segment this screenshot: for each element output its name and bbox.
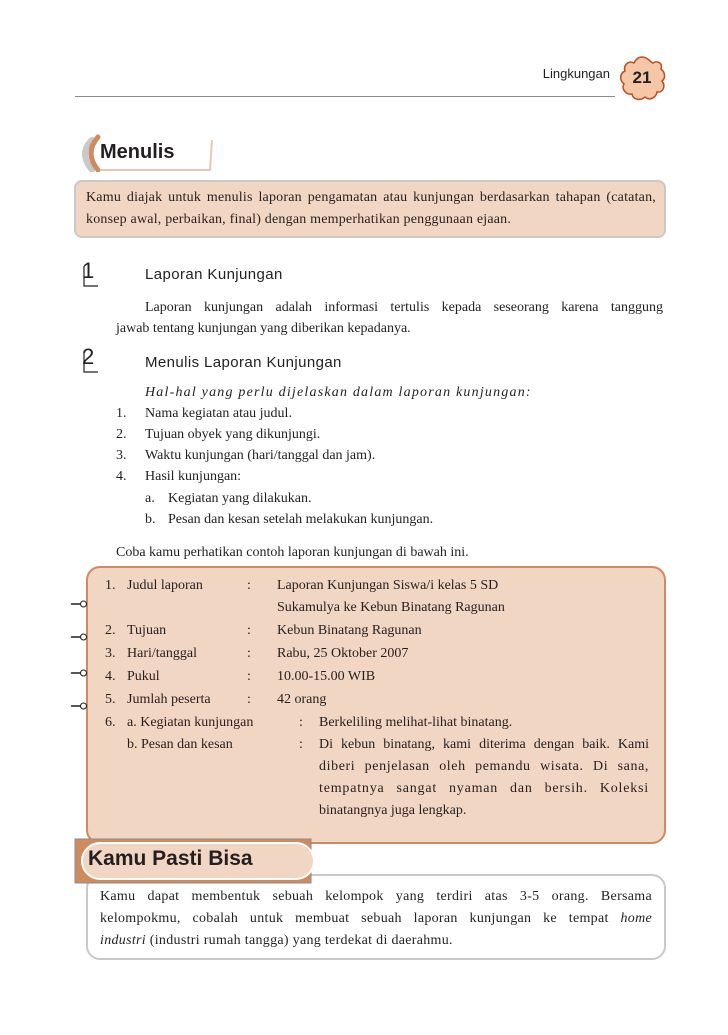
activity-line3-italic: industri <box>100 933 146 948</box>
list-item-num: 1. <box>116 406 127 421</box>
list-item-num: 2. <box>116 427 127 442</box>
activity-line2 <box>100 908 652 930</box>
row-label: Tujuan <box>127 623 167 638</box>
binder-ring-icon <box>70 666 88 680</box>
row-value: Laporan Kunjungan Siswa/i kelas 5 SD <box>277 578 499 593</box>
row6b-label: b. Pesan dan kesan <box>127 737 233 752</box>
section-2-marker <box>82 346 108 372</box>
list-item: Nama kegiatan atau judul. <box>145 406 292 421</box>
sub-item: Kegiatan yang dilakukan. <box>168 491 312 506</box>
row-value: 42 orang <box>277 692 327 707</box>
row-value: 10.00-15.00 WIB <box>277 669 376 684</box>
row-label: Jumlah peserta <box>127 692 211 707</box>
row6a-label: a. Kegiatan kunjungan <box>127 715 254 730</box>
activity-line2-text: kelompokmu, cobalah untuk membuat sebuah laporan kunjungan ke tempat <box>100 911 621 926</box>
row-sep: : <box>247 692 251 707</box>
row-label: Pukul <box>127 669 160 684</box>
row-sep: : <box>247 623 251 638</box>
activity-box <box>86 874 666 960</box>
intro-box <box>74 180 666 238</box>
binder-ring-icon <box>70 630 88 644</box>
list-item: Tujuan obyek yang dikunjungi. <box>145 427 321 442</box>
row-num: 2. <box>105 623 116 638</box>
chapter-label: Lingkungan <box>542 66 610 81</box>
kamu-pasti-bisa-tab <box>74 838 318 884</box>
row6b-sep: : <box>299 737 303 752</box>
binder-ring-icon <box>70 699 88 713</box>
page-number: 21 <box>632 68 652 87</box>
row-value-cont: Sukamulya ke Kebun Binatang Ragunan <box>277 600 505 615</box>
list-item-num: 3. <box>116 448 127 463</box>
intro-text: Kamu diajak untuk menulis laporan pengamatan atau kunjungan berdasarkan tahapan (catatan, konsep awal, perbaikan, final) dengan memperhatikan penggunaan ejaan. <box>86 190 656 227</box>
activity-line2-italic: home <box>620 911 652 926</box>
row-label: Hari/tanggal <box>127 646 197 661</box>
activity-line3 <box>100 930 652 952</box>
row-label: Judul laporan <box>127 578 203 593</box>
sub-item-letter: b. <box>145 512 156 527</box>
sub-item: Pesan dan kesan setelah melakukan kunjungan. <box>168 512 434 527</box>
section-1-number: 1 <box>82 258 95 283</box>
row-value: Rabu, 25 Oktober 2007 <box>277 646 409 661</box>
row-num: 4. <box>105 669 116 684</box>
section-2-number: 2 <box>82 344 95 369</box>
list-item: Waktu kunjungan (hari/tanggal dan jam). <box>145 448 376 463</box>
header-rule <box>75 96 615 97</box>
activity-line3-text: (industri rumah tangga) yang terdekat di daerahmu. <box>145 933 453 948</box>
page-number-badge <box>617 54 667 104</box>
kamu-pasti-bisa-title: Kamu Pasti Bisa <box>88 847 253 870</box>
section-2-title: Menulis Laporan Kunjungan <box>145 354 342 371</box>
row6a-sep: : <box>299 715 303 730</box>
section-1-title: Laporan Kunjungan <box>145 266 283 283</box>
binder-ring-icon <box>70 597 88 611</box>
list-item: Hasil kunjungan: <box>145 469 242 484</box>
section-2-closing: Coba kamu perhatikan contoh laporan kunjungan di bawah ini. <box>116 545 469 560</box>
row-sep: : <box>247 646 251 661</box>
section-1-body-line2: jawab tentang kunjungan yang diberikan kepadanya. <box>116 321 411 336</box>
section-1-marker <box>82 260 108 286</box>
row-num: 1. <box>105 578 116 593</box>
row6a-value: Berkeliling melihat-lihat binatang. <box>319 715 513 730</box>
section-2-lead: Hal-hal yang perlu dijelaskan dalam laporan kunjungan: <box>145 385 532 400</box>
row6b-line: binatangnya juga lengkap. <box>319 803 467 818</box>
row-num: 5. <box>105 692 116 707</box>
menulis-heading-tab <box>78 134 216 172</box>
row6b-line: tempatnya sangat nyaman dan bersih. Koleksi <box>319 781 649 796</box>
row-value: Kebun Binatang Ragunan <box>277 623 422 638</box>
row-num: 6. <box>105 715 116 730</box>
activity-text <box>100 886 652 952</box>
row-sep: : <box>247 669 251 684</box>
menulis-title: Menulis <box>100 141 175 163</box>
row-num: 3. <box>105 646 116 661</box>
sub-item-letter: a. <box>145 491 155 506</box>
row6b-line: Di kebun binatang, kami diterima dengan baik. Kami <box>319 737 649 752</box>
list-item-num: 4. <box>116 469 127 484</box>
activity-line1: Kamu dapat membentuk sebuah kelompok yang terdiri atas 3-5 orang. Bersama <box>100 889 652 904</box>
section-1-body-line1: Laporan kunjungan adalah informasi tertulis kepada seseorang karena tanggung <box>145 300 663 315</box>
row6b-line: diberi penjelasan oleh pemandu wisata. Di sana, <box>319 759 649 774</box>
row-sep: : <box>247 578 251 593</box>
